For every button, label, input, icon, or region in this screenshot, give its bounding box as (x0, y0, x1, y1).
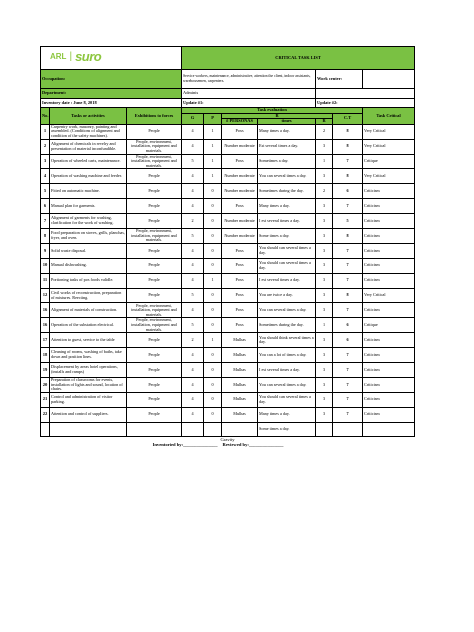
cell-g: 4 (182, 124, 204, 139)
cell-exh: People (127, 333, 182, 348)
cell-g: 4 (182, 258, 204, 273)
col-r: R (316, 119, 333, 125)
cell-g: 5 (182, 318, 204, 333)
cell-times: You are twice a day. (258, 288, 316, 303)
cell-crit: Criticism (363, 392, 415, 407)
cell-no: 22 (41, 407, 50, 422)
cell-g: 2 (182, 214, 204, 229)
cell-r: 3 (316, 229, 333, 244)
cell-p: 0 (204, 392, 222, 407)
cell-exh: People (127, 377, 182, 392)
cell-task: Preparation of classrooms for events, installation of lights and sound, location of chairs. (50, 377, 127, 392)
cell-crit: Critique (363, 318, 415, 333)
cell-r: 3 (316, 273, 333, 288)
table-row (41, 407, 415, 422)
cell-times: You should think several times a day. (258, 333, 316, 348)
cell-p: 0 (204, 288, 222, 303)
cell-pers: Poxs (222, 303, 258, 318)
cell-r: 3 (316, 214, 333, 229)
cell-ct: 7 (333, 377, 363, 392)
cell-task: Operation of wheeled carts, maintenance. (50, 154, 127, 169)
cell-crit: Criticism (363, 184, 415, 199)
cell-exh: People (127, 288, 182, 303)
update-1-label: Update #1: (182, 99, 316, 108)
cell-r: 3 (316, 258, 333, 273)
cell-ct: 7 (333, 348, 363, 363)
cell-p: 1 (204, 139, 222, 154)
cell-pers: Mulhas (222, 348, 258, 363)
cell-crit: Criticism (363, 273, 415, 288)
cell-crit: Critique (363, 154, 415, 169)
cell-crit: Criticism (363, 407, 415, 422)
extra-row-times: Some times a day. (258, 422, 316, 437)
cell-times: You should can several times a day. (258, 243, 316, 258)
cell-ct: 6 (333, 318, 363, 333)
table-row (41, 303, 415, 318)
cell-p: 1 (204, 169, 222, 184)
cell-ct: 7 (333, 303, 363, 318)
col-personas: # PERSONAS (222, 119, 258, 125)
cell-times: You should can several times a day. (258, 392, 316, 407)
cell-ct: 6 (333, 333, 363, 348)
department-blank (316, 89, 415, 99)
cell-task: Alignment of materials of construction. (50, 303, 127, 318)
cell-exh: People, environment, installation, equipment and materials. (127, 318, 182, 333)
cell-no: 12 (41, 288, 50, 303)
cell-exh: People (127, 243, 182, 258)
task-table (40, 46, 415, 448)
occupation-value[interactable]: Service workers, maintenance, administrative, attention the client, indoor assistants, warehousemen, carpenters. (182, 70, 316, 89)
cell-exh: People (127, 258, 182, 273)
cell-p: 0 (204, 214, 222, 229)
col-exhibitions: Exhibitions to forces (127, 108, 182, 125)
cell-g: 4 (182, 392, 204, 407)
cell-exh: People (127, 407, 182, 422)
cell-times: You can several times a day. (258, 377, 316, 392)
cell-pers: Poxs (222, 258, 258, 273)
department-label: Department: (41, 89, 182, 99)
table-row (41, 214, 415, 229)
cell-times: Sometimes during the day. (258, 184, 316, 199)
cell-ct: 8 (333, 124, 363, 139)
page-title: CRITICAL TASK LIST (182, 47, 415, 70)
extra-row-pers (222, 422, 258, 437)
cell-no: 20 (41, 377, 50, 392)
occupation-label: Occupation: (41, 70, 182, 89)
logo-arl: ARL (50, 52, 67, 62)
cell-exh: People (127, 214, 182, 229)
cell-pers: Poxs (222, 318, 258, 333)
cell-ct: 8 (333, 169, 363, 184)
cell-ct: 7 (333, 392, 363, 407)
cell-pers: Poxs (222, 124, 258, 139)
cell-no: 3 (41, 154, 50, 169)
cell-pers: Mulhas (222, 333, 258, 348)
cell-task: Attention to guest, service to the table (50, 333, 127, 348)
cell-no: 19 (41, 363, 50, 378)
logo: ARL | suro (41, 47, 182, 70)
cell-r: 3 (316, 377, 333, 392)
cell-task: Manual dishwashing. (50, 258, 127, 273)
cell-task: Manual plan for garments. (50, 199, 127, 214)
cell-g: 5 (182, 229, 204, 244)
gravity-label: Gravity (220, 437, 235, 443)
cell-times: Sometimes during the day. (258, 318, 316, 333)
cell-pers: Mulhas (222, 392, 258, 407)
cell-r: 3 (316, 139, 333, 154)
cell-g: 4 (182, 273, 204, 288)
col-ct: C.T (333, 113, 363, 124)
cell-task: Fitted on automatic machine. (50, 184, 127, 199)
cell-ct: 8 (333, 139, 363, 154)
work-center-label: Work center: (316, 70, 363, 89)
reviewed-by: Reviewed by:_______________ (222, 443, 284, 448)
cell-pers: Poxs (222, 288, 258, 303)
cell-pers: Number moderate (222, 184, 258, 199)
inventory-date: Inventory date : June 8, 2018 (41, 99, 182, 108)
cell-crit: Criticism (363, 199, 415, 214)
department-value[interactable]: Adminis (182, 89, 316, 99)
cell-r: 3 (316, 303, 333, 318)
cell-pers: Number moderate (222, 169, 258, 184)
cell-p: 0 (204, 407, 222, 422)
cell-exh: People, environment, installation, equipment and materials. (127, 303, 182, 318)
cell-crit: Criticism (363, 348, 415, 363)
cell-p: 0 (204, 199, 222, 214)
cell-pers: Number moderate (222, 229, 258, 244)
cell-exh: People (127, 169, 182, 184)
cell-pers: Poxs (222, 243, 258, 258)
cell-task: Alignment of garments for washing, clarification for the work of washing. (50, 214, 127, 229)
table-row (41, 229, 415, 244)
cell-task: Cleaning of rooms, washing of baths, take down and position lines. (50, 348, 127, 363)
cell-task: Operation of washing machine and feeder. (50, 169, 127, 184)
cell-g: 4 (182, 139, 204, 154)
table-row (41, 184, 415, 199)
cell-g: 4 (182, 303, 204, 318)
cell-pers: Poxs (222, 199, 258, 214)
cell-times: Many times a day. (258, 124, 316, 139)
cell-ct: 6 (333, 184, 363, 199)
cell-ct: 7 (333, 363, 363, 378)
cell-task: Food preparation on stoves, grills, planchas, fryer, and oven. (50, 229, 127, 244)
cell-crit: Criticism (363, 214, 415, 229)
cell-no: 11 (41, 273, 50, 288)
cell-p: 0 (204, 348, 222, 363)
table-row (41, 348, 415, 363)
cell-times: You can several times a day. (258, 169, 316, 184)
extra-row-task (50, 422, 127, 437)
table-row (41, 273, 415, 288)
cell-p: 0 (204, 184, 222, 199)
cell-crit: Criticism (363, 377, 415, 392)
cell-p: 0 (204, 318, 222, 333)
col-task-evaluation: Task evaluation (182, 108, 363, 114)
cell-g: 4 (182, 169, 204, 184)
cell-crit: Very Critical (363, 139, 415, 154)
cell-times: Some times a day. (258, 229, 316, 244)
cell-p: 0 (204, 363, 222, 378)
cell-no: 4 (41, 169, 50, 184)
col-task-critical: Task Critical (363, 108, 415, 125)
cell-ct: 5 (333, 214, 363, 229)
col-tasks: Tasks or activities (50, 108, 127, 125)
cell-task: Solid waste disposal. (50, 243, 127, 258)
cell-no: 8 (41, 229, 50, 244)
col-p: P (204, 113, 222, 124)
cell-r: 2 (316, 184, 333, 199)
cell-crit: Criticism (363, 243, 415, 258)
critical-task-sheet (40, 46, 414, 448)
cell-task: Carpentry work, masonry, painting and assembled. (Conditions of alignment and condition of the safety machines). (50, 124, 127, 139)
cell-r: 1 (316, 318, 333, 333)
cell-pers: Mulhas (222, 363, 258, 378)
cell-times: You can several times a day. (258, 303, 316, 318)
cell-ct: 8 (333, 288, 363, 303)
cell-p: 1 (204, 333, 222, 348)
cell-crit: Very Critical (363, 124, 415, 139)
cell-no: 5 (41, 184, 50, 199)
cell-ct: 8 (333, 229, 363, 244)
cell-p: 0 (204, 377, 222, 392)
cell-crit: Criticism (363, 303, 415, 318)
col-g: G (182, 113, 204, 124)
cell-exh: People, environment, installation, equipment and materials. (127, 139, 182, 154)
cell-r: 3 (316, 288, 333, 303)
cell-crit: Criticism (363, 229, 415, 244)
table-row (41, 154, 415, 169)
extra-row-exh (127, 422, 182, 437)
cell-r: 3 (316, 199, 333, 214)
col-times: times (258, 119, 316, 125)
table-row (41, 243, 415, 258)
table-row (41, 169, 415, 184)
cell-ct: 7 (333, 199, 363, 214)
extra-row-crit (363, 422, 415, 437)
cell-no: 18 (41, 348, 50, 363)
cell-r: 3 (316, 407, 333, 422)
cell-no: 6 (41, 199, 50, 214)
cell-pers: Number moderate (222, 139, 258, 154)
cell-exh: People, environment, installation, equipment and materials. (127, 229, 182, 244)
cell-crit: Very Critical (363, 169, 415, 184)
cell-crit: Criticism (363, 363, 415, 378)
cell-no: 2 (41, 139, 50, 154)
cell-r: 3 (316, 392, 333, 407)
extra-row-ct (333, 422, 363, 437)
cell-g: 4 (182, 407, 204, 422)
cell-p: 1 (204, 154, 222, 169)
cell-p: 1 (204, 273, 222, 288)
cell-times: You should can several times a day. (258, 258, 316, 273)
cell-times: Sometimes a day. (258, 154, 316, 169)
table-row (41, 288, 415, 303)
table-row (41, 139, 415, 154)
cell-exh: People, environment, installation, equipment and materials. (127, 154, 182, 169)
cell-p: 0 (204, 243, 222, 258)
cell-crit: Very Critical (363, 288, 415, 303)
cell-times: Many times a day. (258, 199, 316, 214)
cell-p: 1 (204, 124, 222, 139)
cell-g: 5 (182, 288, 204, 303)
table-row (41, 392, 415, 407)
extra-row-g (182, 422, 204, 437)
table-row (41, 318, 415, 333)
cell-ct: 7 (333, 258, 363, 273)
cell-g: 4 (182, 243, 204, 258)
cell-ct: 7 (333, 243, 363, 258)
table-row (41, 199, 415, 214)
cell-times: Many times a day. (258, 407, 316, 422)
cell-exh: People (127, 124, 182, 139)
cell-no: 16 (41, 303, 50, 318)
extra-row-no (41, 422, 50, 437)
cell-exh: People (127, 273, 182, 288)
cell-crit: Criticism (363, 333, 415, 348)
col-no: No. (41, 108, 50, 125)
cell-times: I est several times a day. (258, 273, 316, 288)
cell-exh: People (127, 348, 182, 363)
cell-g: 4 (182, 184, 204, 199)
cell-times: You can a lot of times a day. (258, 348, 316, 363)
cell-exh: People (127, 184, 182, 199)
table-row (41, 377, 415, 392)
cell-no: 21 (41, 392, 50, 407)
cell-ct: 7 (333, 154, 363, 169)
cell-task: Operation of the substation electrical. (50, 318, 127, 333)
table-row (41, 258, 415, 273)
cell-exh: People (127, 392, 182, 407)
cell-pers: Poxs (222, 154, 258, 169)
cell-task: Portioning tasks of pos foods validle. (50, 273, 127, 288)
cell-g: 5 (182, 154, 204, 169)
update-2-label: Update #2: (316, 99, 415, 108)
cell-ct: 7 (333, 273, 363, 288)
cell-times: I est several times a day. (258, 214, 316, 229)
cell-pers: Number moderate (222, 214, 258, 229)
cell-no: 17 (41, 333, 50, 348)
cell-p: 0 (204, 303, 222, 318)
cell-no: 16 (41, 318, 50, 333)
cell-exh: People (127, 363, 182, 378)
table-row (41, 363, 415, 378)
cell-task: Alignment of chemicals in revelry and presentation of material inconfundible. (50, 139, 127, 154)
cell-times: I est several times a day. (258, 363, 316, 378)
cell-no: 10 (41, 258, 50, 273)
extra-row-r (316, 422, 333, 437)
work-center-value[interactable] (363, 70, 415, 89)
cell-times: Est several times a day. (258, 139, 316, 154)
cell-g: 2 (182, 333, 204, 348)
cell-no: 9 (41, 243, 50, 258)
cell-r: 1 (316, 154, 333, 169)
cell-pers: Poxs (222, 273, 258, 288)
task-rows (41, 124, 415, 422)
table-row (41, 124, 415, 139)
cell-ct: 7 (333, 407, 363, 422)
cell-r: 2 (316, 124, 333, 139)
cell-crit: Criticism (363, 258, 415, 273)
cell-no: 1 (41, 124, 50, 139)
cell-r: 3 (316, 169, 333, 184)
cell-p: 0 (204, 258, 222, 273)
cell-p: 0 (204, 229, 222, 244)
col-r-group: R (222, 113, 333, 119)
table-row (41, 333, 415, 348)
logo-sura: suro (75, 49, 102, 65)
cell-r: 3 (316, 333, 333, 348)
cell-g: 4 (182, 199, 204, 214)
cell-g: 4 (182, 377, 204, 392)
cell-exh: People (127, 199, 182, 214)
cell-pers: Mulhas (222, 407, 258, 422)
extra-row-p (204, 422, 222, 437)
cell-task: Civil works of reconstruction, preparation of mixtures. Reecting. (50, 288, 127, 303)
cell-r: 3 (316, 348, 333, 363)
cell-r: 3 (316, 363, 333, 378)
cell-task: Attention and control of suppliers. (50, 407, 127, 422)
cell-no: 7 (41, 214, 50, 229)
cell-task: Control and administration of visitor parking. (50, 392, 127, 407)
cell-g: 4 (182, 363, 204, 378)
cell-r: 3 (316, 243, 333, 258)
inventoried-by: Inventoried by:_______________ (152, 443, 218, 448)
cell-pers: Mulhas (222, 377, 258, 392)
cell-task: Displacement by areas hotel operations, (installs and ramps) (50, 363, 127, 378)
cell-g: 4 (182, 348, 204, 363)
